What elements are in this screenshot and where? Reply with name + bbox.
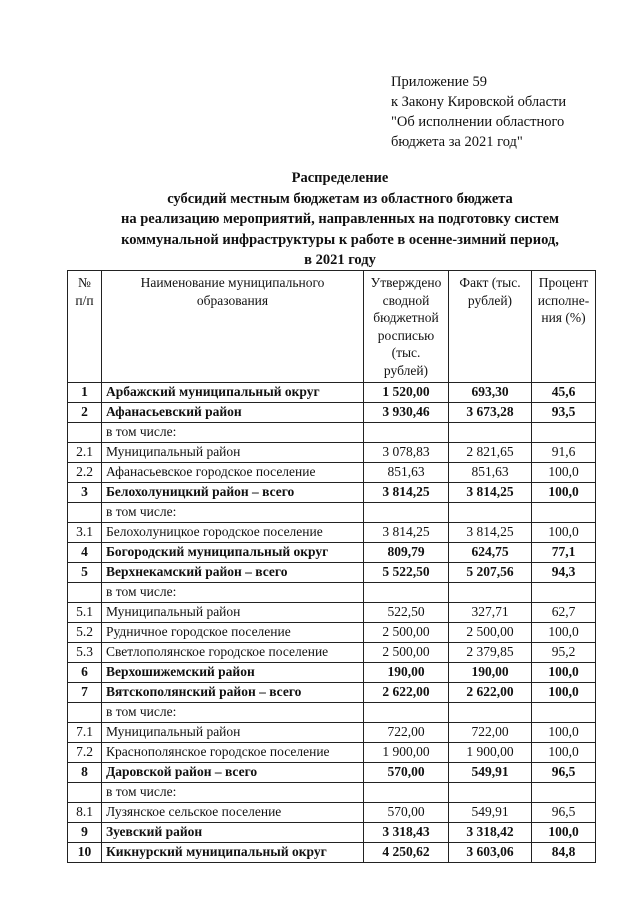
table-row (68, 702, 596, 722)
row-number: 7 (68, 682, 102, 702)
row-name: Афанасьевское городское поселение (102, 462, 364, 482)
table-row (68, 742, 596, 762)
row-percent (532, 422, 596, 442)
row-plan: 4 250,62 (364, 842, 449, 862)
row-percent: 100,0 (532, 822, 596, 842)
row-number: 5.3 (68, 642, 102, 662)
row-name: Богородский муниципальный округ (102, 542, 364, 562)
row-fact: 722,00 (449, 722, 532, 742)
row-plan: 851,63 (364, 462, 449, 482)
row-fact: 190,00 (449, 662, 532, 682)
row-number (68, 502, 102, 522)
row-percent: 95,2 (532, 642, 596, 662)
table-row (68, 462, 596, 482)
row-number: 10 (68, 842, 102, 862)
row-number: 3 (68, 482, 102, 502)
subsidy-table (67, 270, 596, 863)
table-row (68, 782, 596, 802)
row-percent: 94,3 (532, 562, 596, 582)
appendix-line: "Об исполнении областного (391, 114, 565, 130)
table-row (68, 722, 596, 742)
row-percent: 84,8 (532, 842, 596, 862)
row-fact (449, 422, 532, 442)
row-plan (364, 502, 449, 522)
row-name: Краснополянское городское поселение (102, 742, 364, 762)
row-fact (449, 702, 532, 722)
row-name: в том числе: (102, 582, 364, 602)
row-plan: 2 500,00 (364, 642, 449, 662)
row-name: Белохолуницкий район – всего (102, 482, 364, 502)
row-number: 7.2 (68, 742, 102, 762)
row-fact: 3 814,25 (449, 522, 532, 542)
row-number: 6 (68, 662, 102, 682)
row-percent (532, 582, 596, 602)
row-number (68, 582, 102, 602)
row-percent: 91,6 (532, 442, 596, 462)
row-percent: 100,0 (532, 662, 596, 682)
row-fact: 3 814,25 (449, 482, 532, 502)
row-name: Вятскополянский район – всего (102, 682, 364, 702)
row-name: Рудничное городское поселение (102, 622, 364, 642)
table-body (68, 382, 596, 862)
table-row (68, 602, 596, 622)
row-number: 5.1 (68, 602, 102, 622)
row-plan (364, 782, 449, 802)
row-number: 7.1 (68, 722, 102, 742)
row-plan: 3 930,46 (364, 402, 449, 422)
row-plan: 3 318,43 (364, 822, 449, 842)
table-row (68, 422, 596, 442)
row-number: 2.2 (68, 462, 102, 482)
row-fact: 2 622,00 (449, 682, 532, 702)
row-fact: 549,91 (449, 762, 532, 782)
row-percent: 93,5 (532, 402, 596, 422)
row-number: 5.2 (68, 622, 102, 642)
row-plan: 722,00 (364, 722, 449, 742)
table-row (68, 442, 596, 462)
table-row (68, 842, 596, 862)
row-fact: 5 207,56 (449, 562, 532, 582)
table-row (68, 662, 596, 682)
row-plan: 5 522,50 (364, 562, 449, 582)
row-number (68, 702, 102, 722)
title-line: в 2021 году (304, 252, 376, 268)
row-percent (532, 702, 596, 722)
header-fact: Факт (тыс. рублей) (449, 271, 532, 383)
row-fact: 851,63 (449, 462, 532, 482)
row-fact: 693,30 (449, 382, 532, 402)
title-line: на реализацию мероприятий, направленных на подготовку систем (121, 211, 559, 227)
row-fact: 3 318,42 (449, 822, 532, 842)
row-fact (449, 782, 532, 802)
row-percent: 100,0 (532, 482, 596, 502)
document-title (60, 168, 620, 271)
row-plan: 3 078,83 (364, 442, 449, 462)
table-row (68, 542, 596, 562)
row-fact: 2 500,00 (449, 622, 532, 642)
row-name: Белохолуницкое городское поселение (102, 522, 364, 542)
table-row (68, 762, 596, 782)
row-percent: 45,6 (532, 382, 596, 402)
row-fact: 3 603,06 (449, 842, 532, 862)
row-plan: 1 520,00 (364, 382, 449, 402)
row-number: 8 (68, 762, 102, 782)
row-fact: 3 673,28 (449, 402, 532, 422)
row-number: 9 (68, 822, 102, 842)
row-percent: 100,0 (532, 622, 596, 642)
table-row (68, 562, 596, 582)
row-plan (364, 422, 449, 442)
row-plan (364, 582, 449, 602)
row-percent: 100,0 (532, 682, 596, 702)
row-number: 8.1 (68, 802, 102, 822)
row-number: 1 (68, 382, 102, 402)
row-plan: 190,00 (364, 662, 449, 682)
row-fact: 327,71 (449, 602, 532, 622)
row-percent (532, 782, 596, 802)
row-plan (364, 702, 449, 722)
table-row (68, 402, 596, 422)
table-row (68, 482, 596, 502)
table-row (68, 382, 596, 402)
row-name: Муниципальный район (102, 722, 364, 742)
row-plan: 3 814,25 (364, 522, 449, 542)
header-percent: Процент исполне-ния (%) (532, 271, 596, 383)
row-percent: 96,5 (532, 762, 596, 782)
row-plan: 570,00 (364, 802, 449, 822)
title-line: субсидий местным бюджетам из областного бюджета (167, 190, 513, 207)
row-percent: 100,0 (532, 742, 596, 762)
row-name: в том числе: (102, 422, 364, 442)
header-plan: Утверждено сводной бюджетной росписью (тыс. рублей) (364, 271, 449, 383)
appendix-line: к Закону Кировской области (391, 94, 567, 110)
table-header (68, 271, 596, 383)
row-plan: 570,00 (364, 762, 449, 782)
row-fact (449, 582, 532, 602)
row-number: 3.1 (68, 522, 102, 542)
table-row (68, 502, 596, 522)
row-fact: 2 821,65 (449, 442, 532, 462)
row-fact: 1 900,00 (449, 742, 532, 762)
row-name: в том числе: (102, 502, 364, 522)
appendix-line: Приложение 59 (391, 74, 487, 90)
row-name: Лузянское сельское поселение (102, 802, 364, 822)
row-name: Муниципальный район (102, 602, 364, 622)
row-name: в том числе: (102, 702, 364, 722)
row-name: Верхошижемский район (102, 662, 364, 682)
row-name: в том числе: (102, 782, 364, 802)
row-number: 4 (68, 542, 102, 562)
row-name: Зуевский район (102, 822, 364, 842)
header-number: № п/п (68, 271, 102, 383)
row-percent: 100,0 (532, 722, 596, 742)
row-fact: 624,75 (449, 542, 532, 562)
row-name: Арбажский муниципальный округ (102, 382, 364, 402)
row-number (68, 422, 102, 442)
row-name: Верхнекамский район – всего (102, 562, 364, 582)
appendix-note (391, 72, 566, 152)
row-percent: 100,0 (532, 522, 596, 542)
header-name: Наименование муниципального образования (102, 271, 364, 383)
title-line: коммунальной инфраструктуры к работе в осенне-зимний период, (121, 231, 559, 248)
row-plan: 3 814,25 (364, 482, 449, 502)
row-fact: 549,91 (449, 802, 532, 822)
table-row (68, 582, 596, 602)
row-plan: 2 500,00 (364, 622, 449, 642)
row-plan: 522,50 (364, 602, 449, 622)
row-percent: 62,7 (532, 602, 596, 622)
row-name: Светлополянское городское поселение (102, 642, 364, 662)
row-percent: 100,0 (532, 462, 596, 482)
row-plan: 809,79 (364, 542, 449, 562)
table-row (68, 802, 596, 822)
row-name: Муниципальный район (102, 442, 364, 462)
row-percent: 77,1 (532, 542, 596, 562)
table-row (68, 682, 596, 702)
row-number: 5 (68, 562, 102, 582)
row-plan: 2 622,00 (364, 682, 449, 702)
row-percent (532, 502, 596, 522)
row-number: 2.1 (68, 442, 102, 462)
row-name: Афанасьевский район (102, 402, 364, 422)
row-fact: 2 379,85 (449, 642, 532, 662)
header-row (68, 271, 596, 383)
table-row (68, 642, 596, 662)
table-row (68, 622, 596, 642)
row-fact (449, 502, 532, 522)
row-plan: 1 900,00 (364, 742, 449, 762)
table-row (68, 522, 596, 542)
row-number: 2 (68, 402, 102, 422)
row-percent: 96,5 (532, 802, 596, 822)
title-line: Распределение (291, 170, 389, 186)
row-name: Кикнурский муниципальный округ (102, 842, 364, 862)
appendix-line: бюджета за 2021 год" (391, 134, 523, 150)
row-name: Даровской район – всего (102, 762, 364, 782)
table-row (68, 822, 596, 842)
row-number (68, 782, 102, 802)
